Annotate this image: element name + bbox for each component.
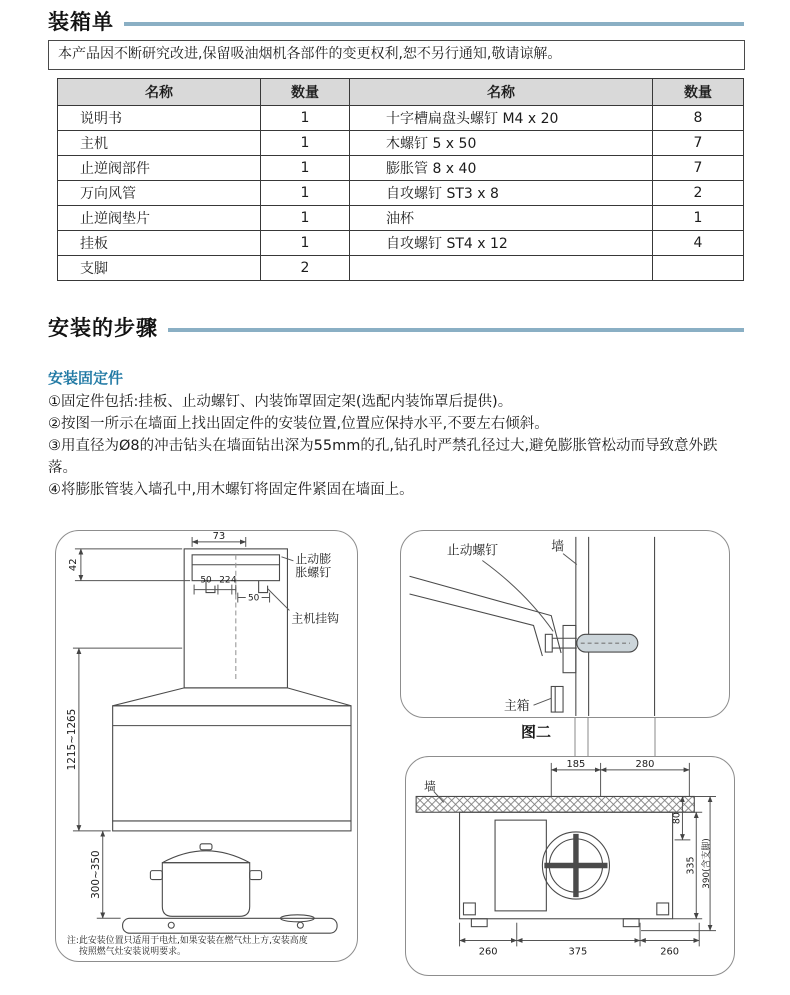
col-header-qty-1: 数量	[261, 79, 350, 106]
dim-50a-label: 50	[200, 575, 212, 586]
dim-42-label: 42	[67, 558, 79, 572]
notice-box: 本产品因不断研究改进,保留吸油烟机各部件的变更权利,恕不另行通知,敬请谅解。	[48, 40, 745, 70]
bottom-range-label: 300~350	[89, 850, 102, 899]
item-name: 木螺钉 5 x 50	[350, 131, 653, 156]
figure-3-panel	[405, 756, 735, 976]
figure-2-drawing	[401, 531, 731, 716]
item-name: 自攻螺钉 ST3 x 8	[350, 181, 653, 206]
dim-50b-label: 50	[247, 593, 260, 604]
main-box-label: 主箱	[504, 699, 530, 715]
dim-375-label: 375	[568, 946, 588, 958]
col-header-qty-2: 数量	[653, 79, 744, 106]
cross-section-outline	[416, 796, 697, 926]
install-steps-header	[48, 312, 744, 342]
title-decoration-line	[124, 22, 744, 26]
col-header-name-1: 名称	[58, 79, 261, 106]
item-qty: 1	[261, 181, 350, 206]
item-qty: 2	[653, 181, 744, 206]
install-steps-title: 安装的步骤	[48, 316, 158, 340]
table-row	[58, 256, 744, 281]
item-name: 油杯	[350, 206, 653, 231]
step-1: ①固定件包括:挂板、止动螺钉、内装饰罩固定架(选配内装饰罩后提供)。	[48, 394, 513, 410]
dimension-lines	[73, 537, 293, 918]
packing-list-header	[48, 6, 744, 36]
figure-1-panel	[55, 530, 358, 962]
item-qty: 1	[261, 106, 350, 131]
hook-label: 主机挂钩	[291, 611, 340, 626]
anchor-screw-label-line2: 胀螺钉	[295, 565, 332, 580]
item-name: 万向风管	[58, 181, 261, 206]
step-3: ③用直径为Ø8的冲击钻头在墙面钻出深为55mm的孔,钻孔时严禁孔径过大,避免膨胀管松动而导致意外跌落。	[48, 438, 718, 476]
figure-2-caption: 图二	[521, 723, 552, 741]
item-qty: 1	[261, 156, 350, 181]
item-name: 自攻螺钉 ST4 x 12	[350, 231, 653, 256]
title-decoration-line	[168, 328, 744, 332]
table-row	[58, 231, 744, 256]
figure-2-panel	[400, 530, 730, 718]
anchor-screw-label-line1: 止动膨	[295, 551, 332, 566]
item-qty: 1	[261, 231, 350, 256]
item-qty: 2	[261, 256, 350, 281]
table-row	[58, 131, 744, 156]
table-header-row	[58, 79, 744, 106]
dim-73-label: 73	[212, 531, 226, 542]
item-qty: 1	[653, 206, 744, 231]
item-name: 主机	[58, 131, 261, 156]
dim-22-label: 22	[219, 575, 231, 586]
figure-note-line1: 注:此安装位置只适用于电灶,如果安装在燃气灶上方,安装高度	[66, 936, 308, 947]
dim-80-label: 80	[671, 812, 683, 825]
item-qty: 7	[653, 156, 744, 181]
extension-lines	[555, 718, 675, 756]
table-row	[58, 106, 744, 131]
table-row	[58, 181, 744, 206]
item-qty: 7	[653, 131, 744, 156]
figure-3-drawing	[406, 757, 736, 974]
dim-390-label: 390(含支脚)	[702, 838, 713, 889]
dim-4-label: 4	[230, 575, 237, 586]
item-name: 挂板	[58, 231, 261, 256]
col-header-name-2: 名称	[350, 79, 653, 106]
figure-note-line2: 按照燃气灶安装说明要求。	[78, 947, 186, 958]
dim-260a-label: 260	[478, 946, 498, 958]
packing-list-title: 装箱单	[48, 10, 114, 34]
item-qty	[653, 256, 744, 281]
range-hood-outline	[113, 549, 351, 933]
subsection-title: 安装固定件	[48, 369, 124, 387]
figure-1-drawing	[56, 531, 359, 960]
install-steps-list	[48, 391, 746, 501]
dim-185-label: 185	[566, 758, 586, 770]
item-name: 止逆阀垫片	[58, 206, 261, 231]
item-qty: 1	[261, 206, 350, 231]
dim-260b-label: 260	[660, 946, 680, 958]
stop-screw-label: 止动螺钉	[446, 543, 499, 559]
wall-label: 墙	[551, 539, 565, 555]
wall-label: 墙	[424, 779, 436, 794]
step-2: ②按图一所示在墙面上找出固定件的安装位置,位置应保持水平,不要左右倾斜。	[48, 416, 549, 432]
item-name: 十字槽扁盘头螺钉 M4 x 20	[350, 106, 653, 131]
item-name	[350, 256, 653, 281]
dim-335-label: 335	[685, 856, 697, 875]
height-range-label: 1215~1265	[65, 708, 78, 771]
item-qty: 1	[261, 131, 350, 156]
wall-anchor-outline	[410, 537, 655, 716]
item-name: 说明书	[58, 106, 261, 131]
dim-280-label: 280	[635, 758, 655, 770]
item-qty: 8	[653, 106, 744, 131]
packing-table	[57, 78, 744, 281]
item-name: 止逆阀部件	[58, 156, 261, 181]
table-row	[58, 206, 744, 231]
table-row	[58, 156, 744, 181]
item-qty: 4	[653, 231, 744, 256]
item-name: 膨胀管 8 x 40	[350, 156, 653, 181]
step-4: ④将膨胀管装入墙孔中,用木螺钉将固定件紧固在墙面上。	[48, 482, 414, 498]
item-name: 支脚	[58, 256, 261, 281]
